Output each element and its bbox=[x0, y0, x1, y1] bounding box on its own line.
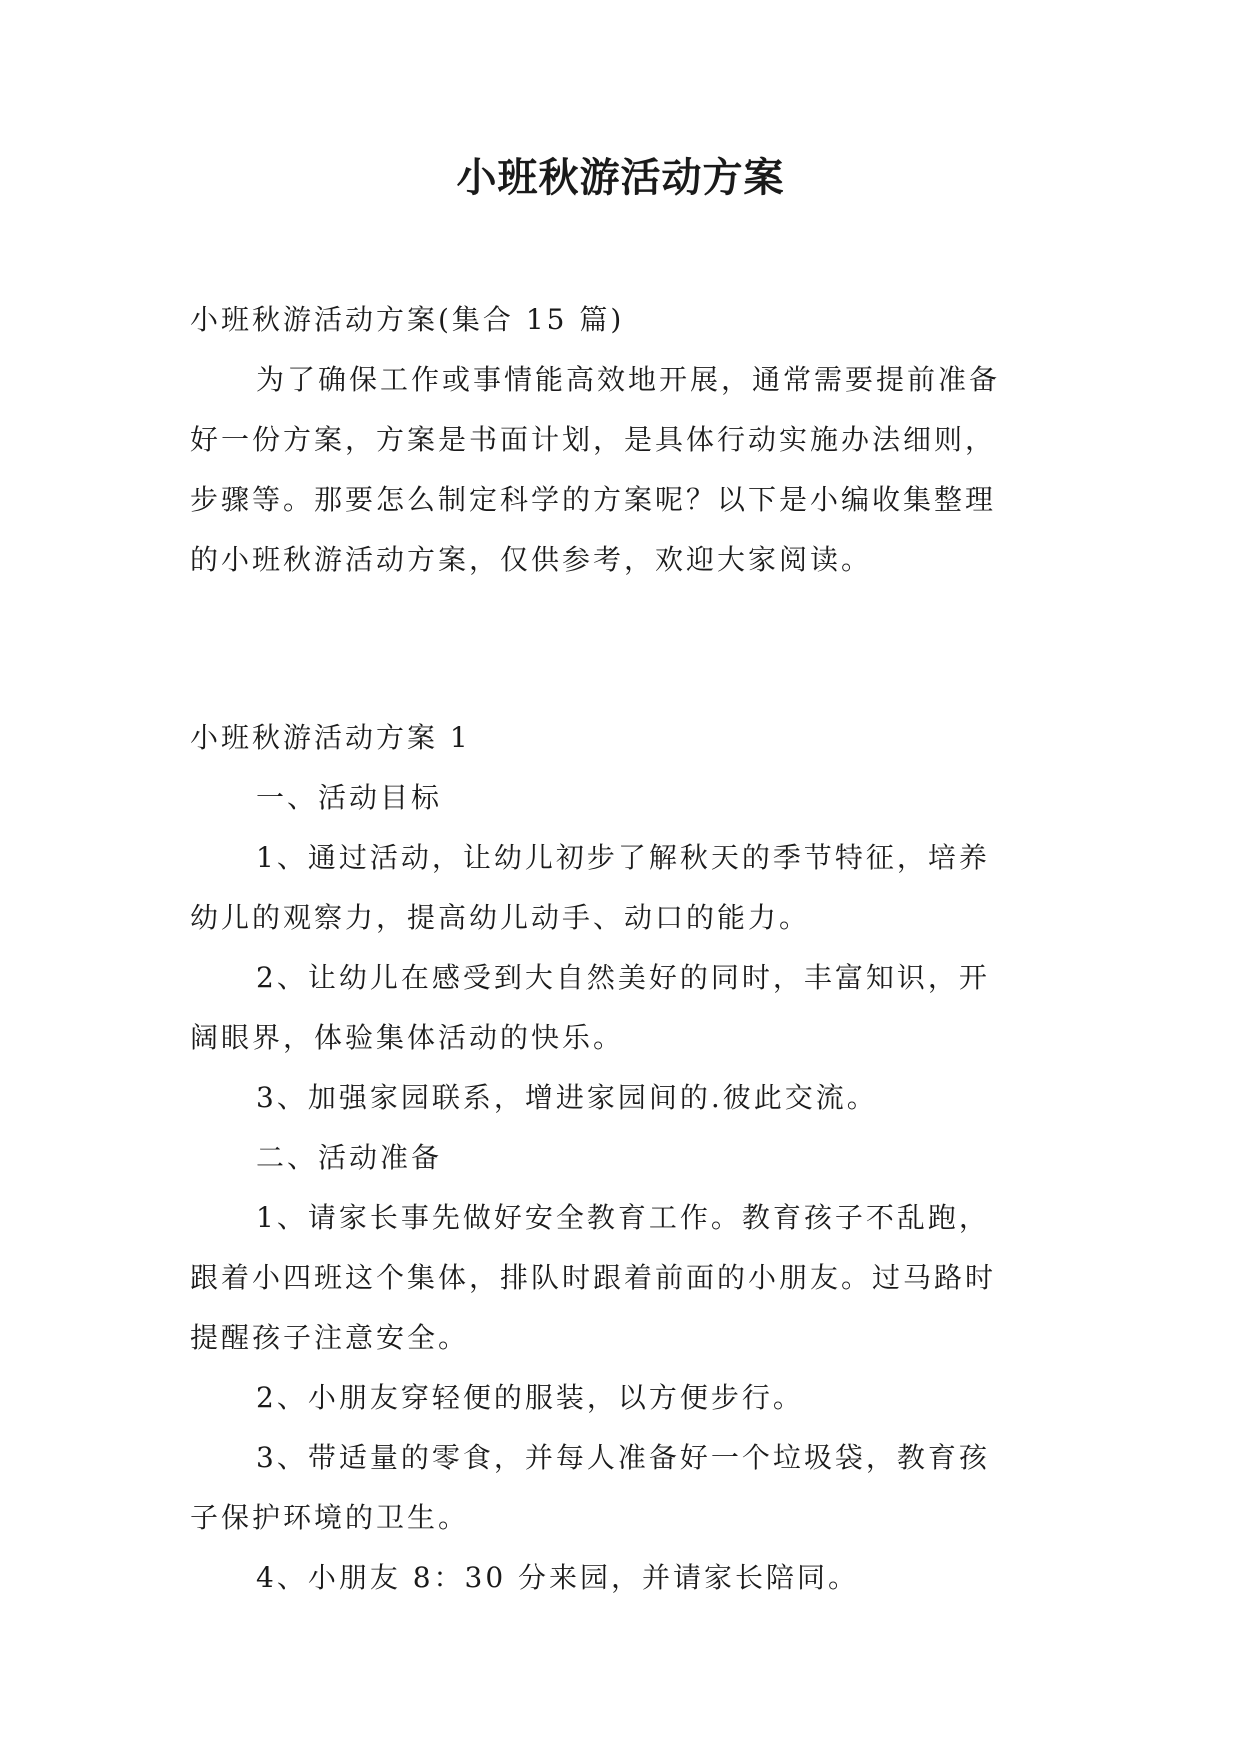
prep-1-line-2: 跟着小四班这个集体，排队时跟着前面的小朋友。过马路时 bbox=[190, 1261, 997, 1294]
goal-2-line-2: 阔眼界，体验集体活动的快乐。 bbox=[190, 1021, 625, 1054]
intro-line-4: 的小班秋游活动方案，仅供参考，欢迎大家阅读。 bbox=[190, 543, 873, 576]
intro-line-3: 步骤等。那要怎么制定科学的方案呢？以下是小编收集整理 bbox=[190, 483, 997, 516]
document-title: 小班秋游活动方案 bbox=[456, 155, 785, 201]
prep-4-line: 4、小朋友 8：30 分来园，并请家长陪同。 bbox=[256, 1561, 860, 1594]
prep-1-line-3: 提醒孩子注意安全。 bbox=[190, 1321, 470, 1354]
prep-2-line: 2、小朋友穿轻便的服装，以方便步行。 bbox=[256, 1381, 804, 1414]
goal-1-line-2: 幼儿的观察力，提高幼儿动手、动口的能力。 bbox=[190, 901, 811, 934]
prep-3-line-1: 3、带适量的零食，并每人准备好一个垃圾袋，教育孩 bbox=[256, 1441, 990, 1474]
prep-3-line-2: 子保护环境的卫生。 bbox=[190, 1501, 470, 1534]
document-body bbox=[190, 290, 1060, 1608]
goal-heading: 一、活动目标 bbox=[256, 781, 443, 814]
prep-1-line-1: 1、请家长事先做好安全教育工作。教育孩子不乱跑， bbox=[256, 1201, 990, 1234]
goal-1-line-1: 1、通过活动，让幼儿初步了解秋天的季节特征，培养 bbox=[256, 841, 990, 874]
document-subtitle: 小班秋游活动方案(集合 15 篇) bbox=[190, 303, 625, 336]
intro-line-2: 好一份方案，方案是书面计划，是具体行动实施办法细则， bbox=[190, 423, 997, 456]
goal-3-line: 3、加强家园联系，增进家园间的.彼此交流。 bbox=[256, 1081, 878, 1114]
section-spacer bbox=[190, 590, 1060, 708]
intro-line-1: 为了确保工作或事情能高效地开展，通常需要提前准备 bbox=[256, 363, 1001, 396]
prep-heading: 二、活动准备 bbox=[256, 1141, 443, 1174]
goal-2-line-1: 2、让幼儿在感受到大自然美好的同时，丰富知识，开 bbox=[256, 961, 990, 994]
section-heading: 小班秋游活动方案 1 bbox=[190, 721, 471, 754]
